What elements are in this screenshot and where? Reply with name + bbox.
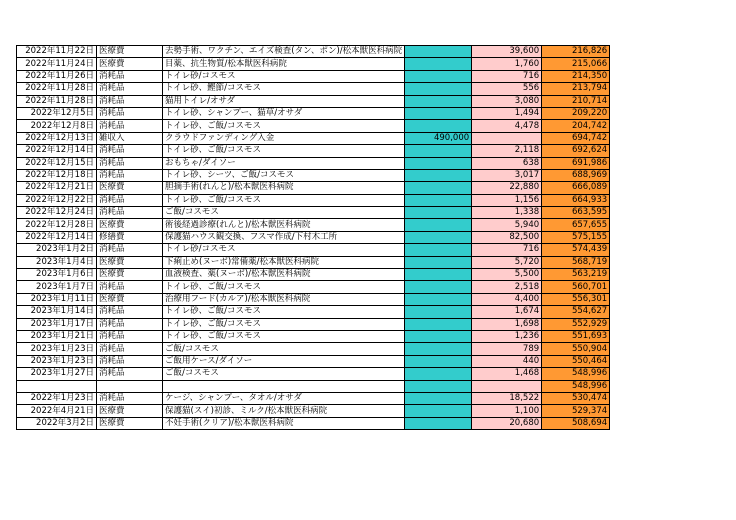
ledger-row xyxy=(17,417,610,429)
date-cell[interactable]: 2022年12月14日 xyxy=(17,231,97,243)
category-cell[interactable]: 消耗品 xyxy=(97,169,163,181)
description-cell[interactable]: トイレ砂、ご飯/コスモス xyxy=(163,145,405,157)
balance-cell[interactable]: 550,904 xyxy=(542,343,610,355)
income-cell[interactable] xyxy=(405,219,472,231)
description-cell[interactable]: 治療用フード(カルア)/松本獣医科病院 xyxy=(163,293,405,305)
ledger-row xyxy=(17,293,610,305)
expense-cell[interactable]: 82,500 xyxy=(472,231,542,243)
expense-cell[interactable]: 4,400 xyxy=(472,293,542,305)
income-cell[interactable] xyxy=(405,392,472,404)
ledger-row xyxy=(17,182,610,194)
expense-cell[interactable]: 1,338 xyxy=(472,207,542,219)
income-cell[interactable] xyxy=(405,244,472,256)
category-cell[interactable]: 消耗品 xyxy=(97,107,163,119)
description-cell[interactable] xyxy=(163,380,405,392)
date-cell[interactable]: 2023年1月7日 xyxy=(17,281,97,293)
ledger-row xyxy=(17,405,610,417)
expense-cell[interactable]: 1,100 xyxy=(472,405,542,417)
balance-cell[interactable]: 694,742 xyxy=(542,132,610,144)
date-cell[interactable]: 2022年12月22日 xyxy=(17,194,97,206)
date-cell[interactable]: 2023年1月23日 xyxy=(17,355,97,367)
date-cell[interactable]: 2023年1月17日 xyxy=(17,318,97,330)
expense-cell[interactable]: 1,674 xyxy=(472,306,542,318)
description-cell[interactable]: クラウドファンディング入金 xyxy=(163,132,405,144)
balance-cell[interactable]: 216,826 xyxy=(542,46,610,58)
balance-cell[interactable]: 213,794 xyxy=(542,83,610,95)
balance-cell[interactable]: 530,474 xyxy=(542,392,610,404)
balance-cell[interactable]: 508,694 xyxy=(542,417,610,429)
category-cell[interactable]: 医療費 xyxy=(97,405,163,417)
balance-cell[interactable]: 692,624 xyxy=(542,145,610,157)
category-cell[interactable]: 修繕費 xyxy=(97,231,163,243)
description-cell[interactable]: 血液検査、薬(ヌーボ)/松本獣医科病院 xyxy=(163,269,405,281)
expense-cell[interactable]: 556 xyxy=(472,83,542,95)
ledger-row xyxy=(17,132,610,144)
ledger-row xyxy=(17,58,610,70)
date-cell[interactable]: 2022年11月28日 xyxy=(17,95,97,107)
ledger-rows xyxy=(17,46,610,430)
balance-cell[interactable]: 550,464 xyxy=(542,355,610,367)
balance-cell[interactable]: 688,969 xyxy=(542,169,610,181)
ledger-row xyxy=(17,281,610,293)
balance-cell[interactable]: 560,701 xyxy=(542,281,610,293)
income-cell[interactable] xyxy=(405,58,472,70)
category-cell[interactable]: 医療費 xyxy=(97,46,163,58)
ledger-row xyxy=(17,343,610,355)
description-cell[interactable]: 術後経過診療(れんと)/松本獣医科病院 xyxy=(163,219,405,231)
date-cell[interactable]: 2023年1月2日 xyxy=(17,244,97,256)
description-cell[interactable]: 保護猫ハウス観交換、フスマ作成/下村木工所 xyxy=(163,231,405,243)
income-cell[interactable] xyxy=(405,231,472,243)
description-cell[interactable]: トイレ砂、ご飯/コスモス xyxy=(163,281,405,293)
description-cell[interactable]: 去勢手術、ワクチン、エイズ検査(タン、ポン)/松本獣医科病院 xyxy=(163,46,405,58)
expense-cell[interactable]: 1,156 xyxy=(472,194,542,206)
ledger-row xyxy=(17,306,610,318)
balance-cell[interactable]: 552,929 xyxy=(542,318,610,330)
description-cell[interactable]: 保護猫(スイ)初診、ミルク/松本獣医科病院 xyxy=(163,405,405,417)
expense-cell[interactable]: 3,017 xyxy=(472,169,542,181)
ledger-row xyxy=(17,219,610,231)
date-cell[interactable]: 2022年1月23日 xyxy=(17,392,97,404)
income-cell[interactable] xyxy=(405,83,472,95)
income-cell[interactable] xyxy=(405,95,472,107)
category-cell[interactable]: 消耗品 xyxy=(97,343,163,355)
expense-cell[interactable]: 20,680 xyxy=(472,417,542,429)
expense-cell[interactable]: 716 xyxy=(472,70,542,82)
description-cell[interactable]: 下痢止め(ヌーボ)常備薬/松本獣医科病院 xyxy=(163,256,405,268)
income-cell[interactable] xyxy=(405,194,472,206)
ledger-row xyxy=(17,355,610,367)
expense-cell[interactable] xyxy=(472,132,542,144)
date-cell[interactable]: 2023年1月27日 xyxy=(17,368,97,380)
balance-cell[interactable]: 554,627 xyxy=(542,306,610,318)
income-cell[interactable] xyxy=(405,293,472,305)
ledger-row xyxy=(17,169,610,181)
income-cell[interactable] xyxy=(405,107,472,119)
category-cell[interactable]: 消耗品 xyxy=(97,306,163,318)
ledger-row xyxy=(17,269,610,281)
expense-cell[interactable]: 3,080 xyxy=(472,95,542,107)
income-cell[interactable] xyxy=(405,46,472,58)
date-cell[interactable]: 2022年12月14日 xyxy=(17,145,97,157)
ledger-row xyxy=(17,207,610,219)
income-cell[interactable] xyxy=(405,120,472,132)
income-cell[interactable] xyxy=(405,145,472,157)
expense-cell[interactable]: 22,880 xyxy=(472,182,542,194)
ledger-row xyxy=(17,392,610,404)
description-cell[interactable]: トイレ砂/コスモス xyxy=(163,70,405,82)
description-cell[interactable]: 目薬、抗生物質/松本獣医科病院 xyxy=(163,58,405,70)
ledger-row xyxy=(17,368,610,380)
date-cell[interactable]: 2022年11月26日 xyxy=(17,70,97,82)
expense-ledger-table xyxy=(16,45,610,430)
category-cell[interactable]: 消耗品 xyxy=(97,281,163,293)
category-cell[interactable] xyxy=(97,380,163,392)
ledger-row xyxy=(17,70,610,82)
category-cell[interactable]: 消耗品 xyxy=(97,244,163,256)
category-cell[interactable]: 消耗品 xyxy=(97,145,163,157)
description-cell[interactable]: ご飯用ケース/ダイソー xyxy=(163,355,405,367)
description-cell[interactable]: ご飯/コスモス xyxy=(163,368,405,380)
expense-cell[interactable]: 5,720 xyxy=(472,256,542,268)
expense-cell[interactable]: 18,522 xyxy=(472,392,542,404)
date-cell[interactable]: 2022年11月22日 xyxy=(17,46,97,58)
ledger-row xyxy=(17,330,610,342)
ledger-row xyxy=(17,194,610,206)
income-cell[interactable] xyxy=(405,182,472,194)
ledger-row xyxy=(17,318,610,330)
balance-cell[interactable]: 204,742 xyxy=(542,120,610,132)
ledger-row xyxy=(17,380,610,392)
description-cell[interactable]: ご飯/コスモス xyxy=(163,343,405,355)
description-cell[interactable]: 猫用トイレ/オサダ xyxy=(163,95,405,107)
description-cell[interactable]: トイレ砂、ご飯/コスモス xyxy=(163,330,405,342)
income-cell[interactable] xyxy=(405,368,472,380)
date-cell[interactable]: 2022年12月13日 xyxy=(17,132,97,144)
description-cell[interactable]: トイレ砂、ご飯/コスモス xyxy=(163,194,405,206)
income-cell[interactable] xyxy=(405,343,472,355)
category-cell[interactable]: 雑収入 xyxy=(97,132,163,144)
ledger-row xyxy=(17,244,610,256)
income-cell[interactable] xyxy=(405,269,472,281)
ledger-row xyxy=(17,83,610,95)
income-cell[interactable] xyxy=(405,70,472,82)
category-cell[interactable]: 消耗品 xyxy=(97,83,163,95)
income-cell[interactable] xyxy=(405,157,472,169)
expense-cell[interactable]: 4,478 xyxy=(472,120,542,132)
category-cell[interactable]: 消耗品 xyxy=(97,355,163,367)
balance-cell[interactable]: 548,996 xyxy=(542,368,610,380)
income-cell[interactable] xyxy=(405,281,472,293)
date-cell[interactable]: 2022年3月2日 xyxy=(17,417,97,429)
category-cell[interactable]: 医療費 xyxy=(97,182,163,194)
date-cell[interactable]: 2022年12月5日 xyxy=(17,107,97,119)
ledger-row xyxy=(17,157,610,169)
expense-cell[interactable]: 1,236 xyxy=(472,330,542,342)
expense-cell[interactable]: 5,500 xyxy=(472,269,542,281)
ledger-row xyxy=(17,256,610,268)
income-cell[interactable] xyxy=(405,207,472,219)
description-cell[interactable]: ケージ、シャンプー、タオル/オサダ xyxy=(163,392,405,404)
balance-cell[interactable]: 568,719 xyxy=(542,256,610,268)
income-cell[interactable] xyxy=(405,380,472,392)
date-cell[interactable]: 2022年12月18日 xyxy=(17,169,97,181)
category-cell[interactable]: 医療費 xyxy=(97,219,163,231)
category-cell[interactable]: 消耗品 xyxy=(97,95,163,107)
description-cell[interactable]: ご飯/コスモス xyxy=(163,207,405,219)
ledger-row xyxy=(17,231,610,243)
income-cell[interactable]: 490,000 xyxy=(405,132,472,144)
category-cell[interactable]: 消耗品 xyxy=(97,207,163,219)
balance-cell[interactable]: 556,301 xyxy=(542,293,610,305)
description-cell[interactable]: トイレ砂/コスモス xyxy=(163,244,405,256)
category-cell[interactable]: 消耗品 xyxy=(97,368,163,380)
income-cell[interactable] xyxy=(405,330,472,342)
balance-cell[interactable]: 664,933 xyxy=(542,194,610,206)
date-cell[interactable] xyxy=(17,380,97,392)
description-cell[interactable]: トイレ砂、シーツ、ご飯/コスモス xyxy=(163,169,405,181)
description-cell[interactable]: トイレ砂、ご飯/コスモス xyxy=(163,306,405,318)
balance-cell[interactable]: 575,155 xyxy=(542,231,610,243)
expense-cell[interactable]: 716 xyxy=(472,244,542,256)
ledger-row xyxy=(17,107,610,119)
date-cell[interactable]: 2022年12月21日 xyxy=(17,182,97,194)
date-cell[interactable]: 2023年1月11日 xyxy=(17,293,97,305)
expense-cell[interactable] xyxy=(472,380,542,392)
date-cell[interactable]: 2023年1月23日 xyxy=(17,343,97,355)
category-cell[interactable]: 消耗品 xyxy=(97,330,163,342)
date-cell[interactable]: 2022年11月28日 xyxy=(17,83,97,95)
expense-cell[interactable]: 2,518 xyxy=(472,281,542,293)
balance-cell[interactable]: 214,350 xyxy=(542,70,610,82)
date-cell[interactable]: 2023年1月4日 xyxy=(17,256,97,268)
date-cell[interactable]: 2022年12月8日 xyxy=(17,120,97,132)
balance-cell[interactable]: 657,655 xyxy=(542,219,610,231)
income-cell[interactable] xyxy=(405,405,472,417)
date-cell[interactable]: 2023年1月21日 xyxy=(17,330,97,342)
balance-cell[interactable]: 563,219 xyxy=(542,269,610,281)
expense-cell[interactable]: 1,494 xyxy=(472,107,542,119)
date-cell[interactable]: 2022年12月24日 xyxy=(17,207,97,219)
balance-cell[interactable]: 210,714 xyxy=(542,95,610,107)
category-cell[interactable]: 医療費 xyxy=(97,58,163,70)
date-cell[interactable]: 2022年4月21日 xyxy=(17,405,97,417)
ledger-row xyxy=(17,120,610,132)
expense-cell[interactable]: 5,940 xyxy=(472,219,542,231)
category-cell[interactable]: 消耗品 xyxy=(97,392,163,404)
description-cell[interactable]: トイレ砂、鰹節/コスモス xyxy=(163,83,405,95)
balance-cell[interactable]: 666,089 xyxy=(542,182,610,194)
income-cell[interactable] xyxy=(405,318,472,330)
ledger-row xyxy=(17,145,610,157)
category-cell[interactable]: 消耗品 xyxy=(97,318,163,330)
description-cell[interactable]: トイレ砂、シャンプー、猫草/オサダ xyxy=(163,107,405,119)
date-cell[interactable]: 2023年1月6日 xyxy=(17,269,97,281)
date-cell[interactable]: 2022年12月28日 xyxy=(17,219,97,231)
ledger-row xyxy=(17,46,610,58)
category-cell[interactable]: 消耗品 xyxy=(97,120,163,132)
category-cell[interactable]: 医療費 xyxy=(97,269,163,281)
category-cell[interactable]: 消耗品 xyxy=(97,157,163,169)
expense-cell[interactable]: 1,698 xyxy=(472,318,542,330)
category-cell[interactable]: 消耗品 xyxy=(97,194,163,206)
description-cell[interactable]: 胆摘手術(れんと)/松本獣医科病院 xyxy=(163,182,405,194)
description-cell[interactable]: トイレ砂、ご飯/コスモス xyxy=(163,120,405,132)
income-cell[interactable] xyxy=(405,169,472,181)
balance-cell[interactable]: 215,066 xyxy=(542,58,610,70)
balance-cell[interactable]: 574,439 xyxy=(542,244,610,256)
date-cell[interactable]: 2023年1月14日 xyxy=(17,306,97,318)
expense-cell[interactable]: 2,118 xyxy=(472,145,542,157)
balance-cell[interactable]: 663,595 xyxy=(542,207,610,219)
income-cell[interactable] xyxy=(405,355,472,367)
category-cell[interactable]: 医療費 xyxy=(97,293,163,305)
balance-cell[interactable]: 551,693 xyxy=(542,330,610,342)
category-cell[interactable]: 医療費 xyxy=(97,256,163,268)
expense-cell[interactable]: 39,600 xyxy=(472,46,542,58)
income-cell[interactable] xyxy=(405,417,472,429)
expense-cell[interactable]: 1,468 xyxy=(472,368,542,380)
income-cell[interactable] xyxy=(405,306,472,318)
expense-cell[interactable]: 638 xyxy=(472,157,542,169)
description-cell[interactable]: おもちゃ/ダイソー xyxy=(163,157,405,169)
expense-cell[interactable]: 440 xyxy=(472,355,542,367)
date-cell[interactable]: 2022年12月15日 xyxy=(17,157,97,169)
expense-cell[interactable]: 1,760 xyxy=(472,58,542,70)
balance-cell[interactable]: 691,986 xyxy=(542,157,610,169)
category-cell[interactable]: 医療費 xyxy=(97,417,163,429)
ledger-row xyxy=(17,95,610,107)
balance-cell[interactable]: 209,220 xyxy=(542,107,610,119)
balance-cell[interactable]: 548,996 xyxy=(542,380,610,392)
date-cell[interactable]: 2022年11月24日 xyxy=(17,58,97,70)
description-cell[interactable]: トイレ砂、ご飯/コスモス xyxy=(163,318,405,330)
income-cell[interactable] xyxy=(405,256,472,268)
balance-cell[interactable]: 529,374 xyxy=(542,405,610,417)
category-cell[interactable]: 消耗品 xyxy=(97,70,163,82)
description-cell[interactable]: 不妊手術(クリア)/松本獣医科病院 xyxy=(163,417,405,429)
expense-cell[interactable]: 789 xyxy=(472,343,542,355)
